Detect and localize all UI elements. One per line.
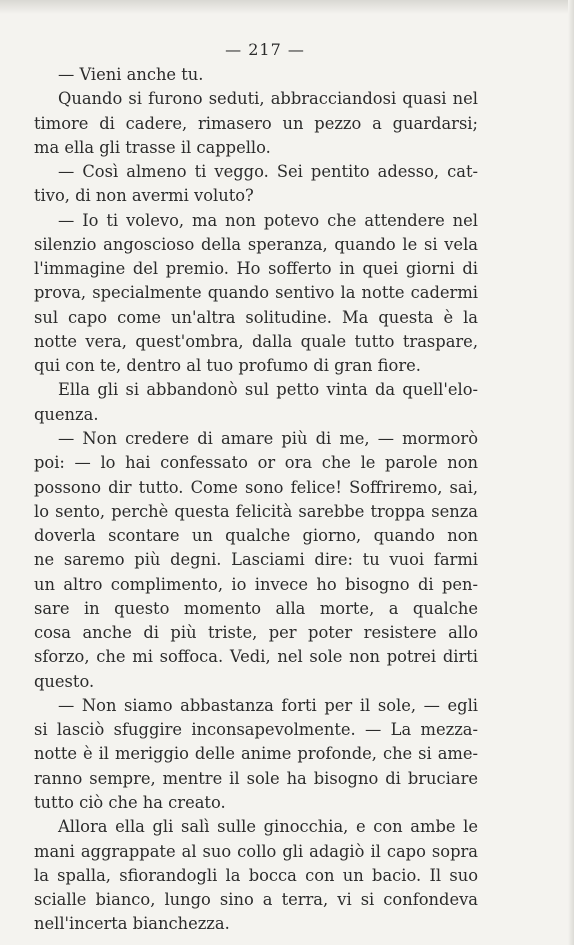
text-line: — Non credere di amare più di me, — mormorò xyxy=(58,428,478,448)
page-right-edge xyxy=(568,0,574,945)
text-line: silenzio angoscioso della speranza, quando le si vela xyxy=(34,234,478,254)
text-line: doverla scontare un qualche giorno, quando non xyxy=(34,526,478,546)
text-line: un altro complimento, io invece ho bisogno di pen- xyxy=(34,574,478,594)
text-line: — Non siamo abbastanza forti per il sole, — egli xyxy=(58,695,478,715)
text-line: mani aggrappate al suo collo gli adagiò il capo sopra xyxy=(34,841,478,861)
text-line: Quando si furono seduti, abbracciandosi quasi nel xyxy=(58,89,478,109)
text-line: notte vera, quest'ombra, dalla quale tutto traspare, xyxy=(34,331,478,351)
text-line: timore di cadere, rimasero un pezzo a guardarsi; xyxy=(34,113,478,133)
text-line: ne saremo più degni. Lasciami dire: tu vuoi farmi xyxy=(34,550,478,570)
text-line: Allora ella gli salì sulle ginocchia, e con ambe le xyxy=(58,817,478,837)
text-line: — Vieni anche tu. xyxy=(58,65,204,84)
text-line: tutto ciò che ha creato. xyxy=(34,792,226,812)
text-line: sforzo, che mi soffoca. Vedi, nel sole non potrei dirti xyxy=(34,647,478,667)
text-line: si lasciò sfuggire inconsapevolmente. — La mezza- xyxy=(34,720,478,740)
text-line: Ella gli si abbandonò sul petto vinta da quell'elo- xyxy=(58,380,478,400)
text-line: notte è il meriggio delle anime profonde, che si ame- xyxy=(34,744,478,764)
page-number: — 217 — xyxy=(225,40,305,59)
text-line: la spalla, sfiorandogli la bocca con un bacio. Il suo xyxy=(34,865,478,885)
text-line: cosa anche di più triste, per poter resistere allo xyxy=(34,623,478,643)
text-line: nell'incerta bianchezza. xyxy=(34,914,230,934)
text-line: qui con te, dentro al tuo profumo di gran fiore. xyxy=(34,356,421,376)
text-line: tivo, di non avermi voluto? xyxy=(34,186,254,206)
body-text xyxy=(34,63,478,937)
text-line: ma ella gli trasse il cappello. xyxy=(34,137,271,157)
text-line: sare in questo momento alla morte, a qualche xyxy=(34,598,478,618)
text-line: questo. xyxy=(34,671,95,691)
text-line: lo sento, perchè questa felicità sarebbe troppa senza xyxy=(34,501,478,521)
text-line: prova, specialmente quando sentivo la notte cadermi xyxy=(34,283,478,303)
page-top-edge xyxy=(0,0,574,14)
text-line: sul capo come un'altra solitudine. Ma questa è la xyxy=(34,307,478,327)
text-line: ranno sempre, mentre il sole ha bisogno di bruciare xyxy=(34,768,478,788)
text-line: possono dir tutto. Come sono felice! Soffriremo, sai, xyxy=(34,477,478,497)
text-line: poi: — lo hai confessato or ora che le parole non xyxy=(34,453,478,473)
text-line: l'immagine del premio. Ho sofferto in quei giorni di xyxy=(34,259,478,279)
text-line: scialle bianco, lungo sino a terra, vi si confondeva xyxy=(34,890,478,910)
text-line: — Io ti volevo, ma non potevo che attendere nel xyxy=(58,210,478,230)
text-line: — Così almeno ti veggo. Sei pentito adesso, cat- xyxy=(58,162,478,182)
text-line: quenza. xyxy=(34,404,99,424)
